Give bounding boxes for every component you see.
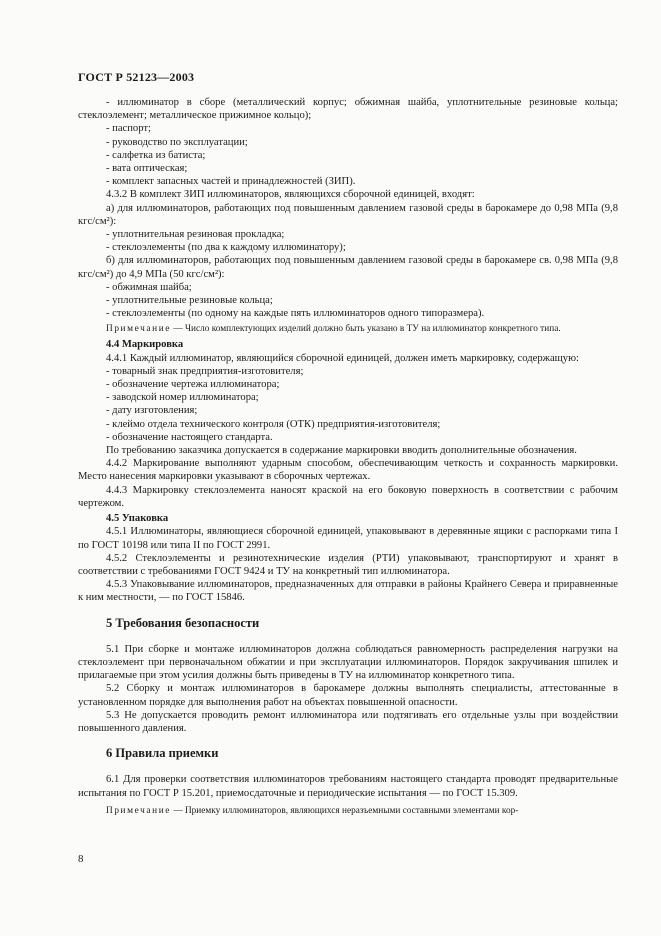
note (78, 323, 618, 335)
section-heading: 6 Правила приемки (106, 746, 219, 761)
paragraph: 5.1 При сборке и монтаже иллюминаторов должна соблюдаться равномерность распределения нагрузки на стеклоэлемент при первоначальном обжатии и при эксплуатации иллюминаторов. Порядок закручивания шпилек и прилагаемые при этом усилия должны быть приведены в ТУ на иллюминатор конкретного типа. (78, 643, 618, 682)
paragraph: 4.4.2 Маркирование выполняют ударным способом, обеспечивающим четкость и сохранность маркировки. Место нанесения маркировки указывают в сборочных чертежах. (78, 458, 618, 483)
paragraph: 4.5.1 Иллюминаторы, являющиеся сборочной единицей, упаковывают в деревянные ящики с распорками типа I по ГОСТ 10198 или типа II по ГОСТ 2991. (78, 526, 618, 551)
paragraph: - обжимная шайба; (106, 281, 192, 293)
paragraph: 5.3 Не допускается проводить ремонт иллюминатора или подтягивать его отдельные узлы при воздействии повышенного давления. (78, 709, 618, 734)
section-heading: 5 Требования безопасности (106, 615, 260, 630)
note-text: — Число комплектующих изделий должно быть указано в ТУ на иллюминатор конкретного типа. (171, 324, 561, 335)
paragraph: - заводской номер иллюминатора; (106, 392, 259, 404)
note (78, 805, 618, 817)
note-text: — Приемку иллюминаторов, являющихся неразъемными составными элементами кор- (171, 805, 519, 816)
note-label: Примечание (106, 805, 171, 816)
paragraph: - дату изготовления; (106, 405, 198, 417)
paragraph: - руководство по эксплуатации; (106, 136, 248, 148)
paragraph: - обозначение настоящего стандарта. (106, 431, 273, 443)
paragraph: 4.3.2 В комплект ЗИП иллюминаторов, являющихся сборочной единицей, входят: (106, 189, 475, 201)
paragraph: - уплотнительная резиновая прокладка; (106, 229, 285, 241)
paragraph: - обозначение чертежа иллюминатора; (106, 379, 280, 391)
paragraph: - вата оптическая; (106, 163, 188, 175)
paragraph: - товарный знак предприятия-изготовителя; (106, 365, 304, 377)
note-label: Примечание (106, 324, 171, 335)
paragraph: - комплект запасных частей и принадлежностей (ЗИП). (106, 176, 356, 188)
paragraph: а) для иллюминаторов, работающих под повышенным давлением газовой среды в барокамере до 0,98 МПа (9,8 кгс/см²): (78, 202, 618, 227)
paragraph: - клеймо отдела технического контроля (ОТК) предприятия-изготовителя; (106, 418, 441, 430)
paragraph: 4.5.2 Стеклоэлементы и резинотехнические изделия (РТИ) упаковывают, транспортируют и хранят в соответствии с требованиями ГОСТ 9424 и ТУ на конкретный тип иллюминатора. (78, 552, 618, 577)
paragraph: 5.2 Сборку и монтаж иллюминаторов в барокамере должны выполнять специалисты, аттестованные в установленном порядке для выполнения работ на объектах повышенной опасности. (78, 683, 618, 708)
section-heading: 4.4 Маркировка (106, 339, 184, 351)
paragraph: - иллюминатор в сборе (металлический корпус; обжимная шайба, уплотнительные резиновые кольца; стеклоэлемент; металлическое прижимное кольцо); (78, 97, 618, 122)
section-heading: 4.5 Упаковка (106, 513, 169, 525)
paragraph: 4.4.3 Маркировку стеклоэлемента наносят краской на его боковую поверхность в соответствии с рабочим чертежом. (78, 484, 618, 509)
paragraph: 6.1 Для проверки соответствия иллюминаторов требованиям настоящего стандарта проводят предварительные испытания по ГОСТ Р 15.201, приемосдаточные и периодические испытания — по ГОСТ 15.309. (78, 774, 618, 799)
paragraph: По требованию заказчика допускается в содержание маркировки вводить дополнительные обозначения. (106, 445, 577, 457)
paragraph: 4.5.3 Упаковывание иллюминаторов, предназначенных для отправки в районы Крайнего Севера и приравненные к ним местности, — по ГОСТ 15846. (78, 579, 618, 604)
paragraph: 4.4.1 Каждый иллюминатор, являющийся сборочной единицей, должен иметь маркировку, содержащую: (106, 352, 579, 364)
paragraph: б) для иллюминаторов, работающих под повышенным давлением газовой среды в барокамере св. 0,98 МПа (9,8 кгс/см²) до 4,9 МПа (50 кгс/см²): (78, 255, 618, 280)
paragraph: - стеклоэлементы (по два к каждому иллюминатору); (106, 242, 346, 254)
paragraph: - стеклоэлементы (по одному на каждые пять иллюминаторов одного типоразмера). (106, 308, 485, 320)
paragraph: - салфетка из батиста; (106, 149, 206, 161)
paragraph: - паспорт; (106, 123, 151, 135)
paragraph: - уплотнительные резиновые кольца; (106, 295, 273, 307)
document-body (78, 96, 618, 817)
page-number: 8 (78, 853, 84, 865)
document-header: ГОСТ Р 52123—2003 (78, 70, 195, 84)
